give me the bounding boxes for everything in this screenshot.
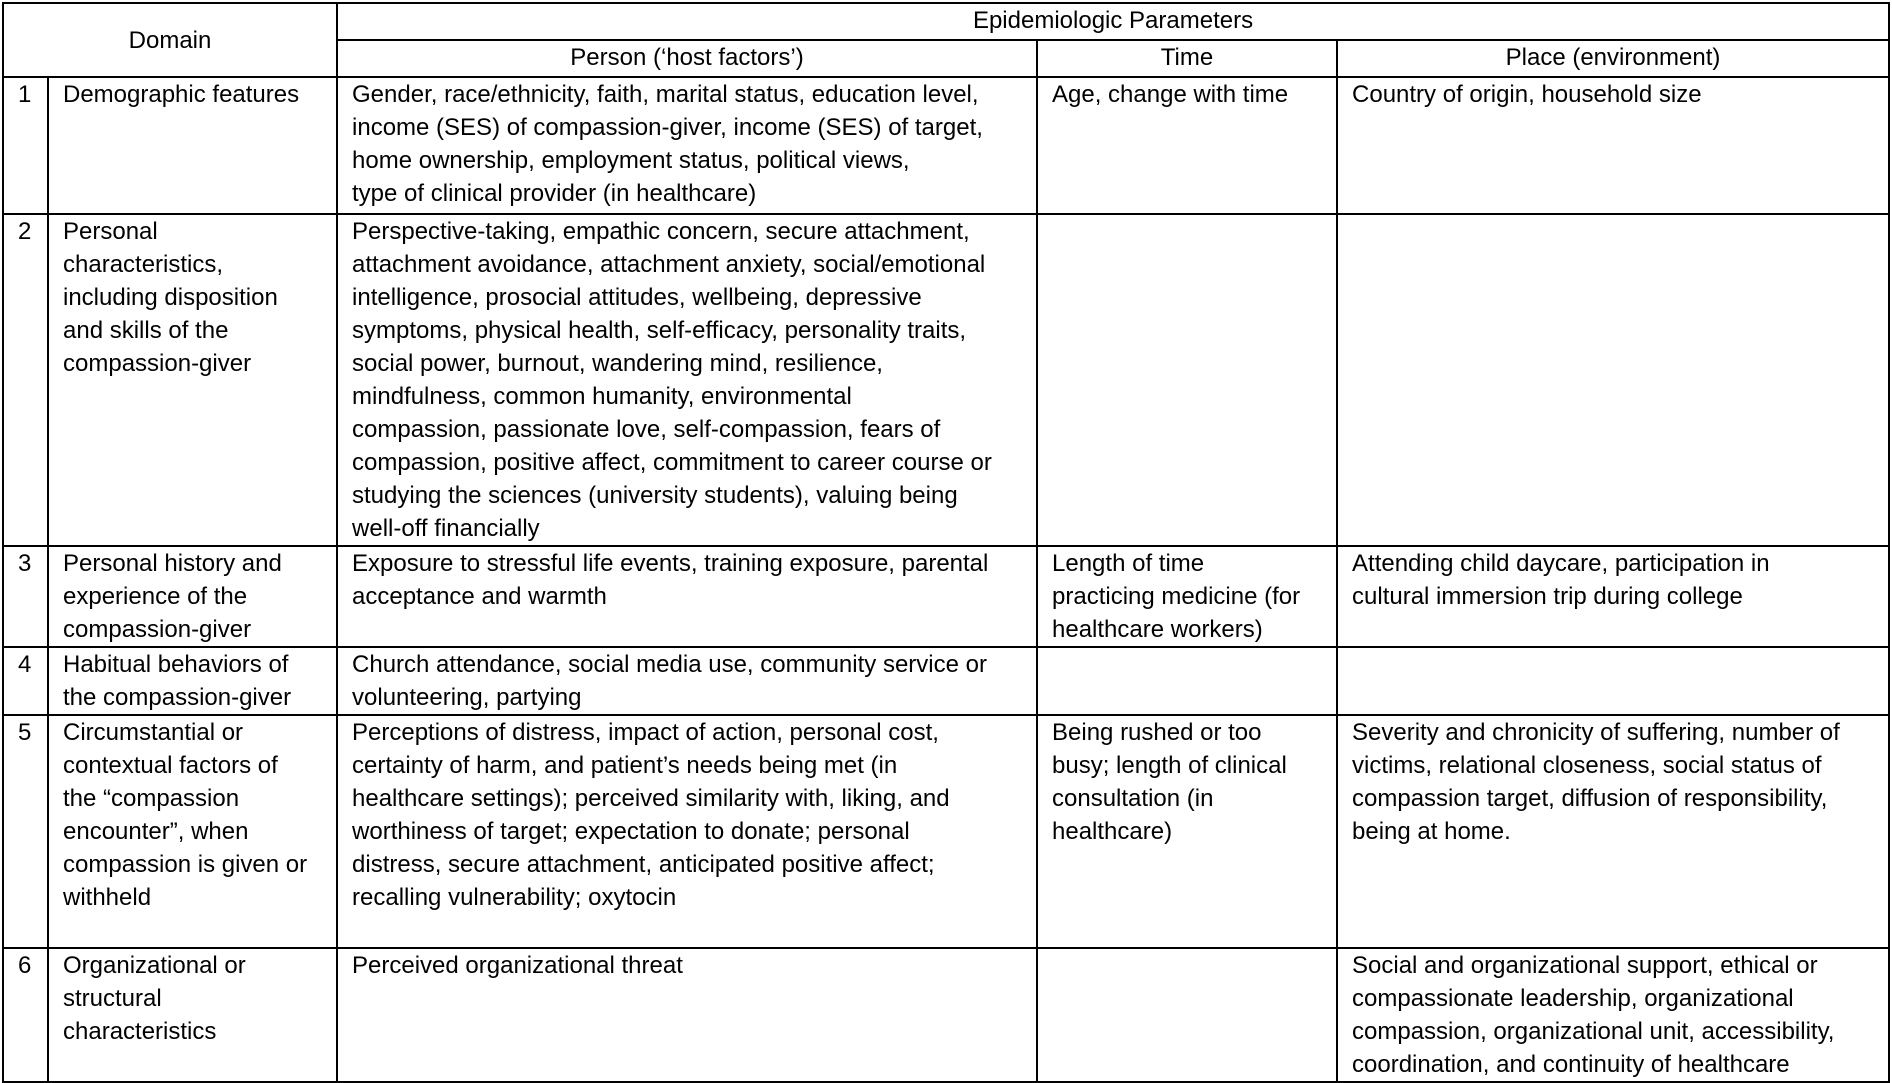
time-cell bbox=[1037, 948, 1337, 1082]
table-row bbox=[3, 647, 1889, 715]
person-cell: Gender, race/ethnicity, faith, marital status, education level, income (SES) of compassion-giver, income (SES) of target, home ownership, employment status, political views, type of clinical provider (in healthcare) bbox=[337, 77, 1037, 214]
domain-cell: Demographic features bbox=[48, 77, 337, 214]
time-cell bbox=[1037, 647, 1337, 715]
table-row bbox=[3, 715, 1889, 948]
time-cell: Age, change with time bbox=[1037, 77, 1337, 214]
epidemiologic-parameters-table bbox=[2, 2, 1890, 1083]
domain-cell: Personal characteristics, including disposition and skills of the compassion-giver bbox=[48, 214, 337, 546]
table-row bbox=[3, 546, 1889, 647]
header-place: Place (environment) bbox=[1337, 40, 1889, 77]
place-cell: Country of origin, household size bbox=[1337, 77, 1889, 214]
place-cell: Social and organizational support, ethical or compassionate leadership, organizational compassion, organizational unit, accessibility, coordination, and continuity of healthcare bbox=[1337, 948, 1889, 1082]
row-number: 3 bbox=[3, 546, 48, 647]
row-number: 2 bbox=[3, 214, 48, 546]
time-cell: Being rushed or too busy; length of clinical consultation (in healthcare) bbox=[1037, 715, 1337, 948]
header-row-group bbox=[3, 3, 1889, 40]
person-cell: Perspective-taking, empathic concern, secure attachment, attachment avoidance, attachment anxiety, social/emotional intelligence, prosocial attitudes, wellbeing, depressive symptoms, physical health, self-efficacy, personality traits, social power, burnout, wandering mind, resilience, mindfulness, common humanity, environmental compassion, passionate love, self-compassion, fears of compassion, positive affect, commitment to career course or studying the sciences (university students), valuing being well-off financially bbox=[337, 214, 1037, 546]
header-epidemiologic-parameters: Epidemiologic Parameters bbox=[337, 3, 1889, 40]
domain-cell: Habitual behaviors of the compassion-giver bbox=[48, 647, 337, 715]
place-cell bbox=[1337, 214, 1889, 546]
person-cell: Church attendance, social media use, community service or volunteering, partying bbox=[337, 647, 1037, 715]
place-cell: Attending child daycare, participation in cultural immersion trip during college bbox=[1337, 546, 1889, 647]
domain-cell: Organizational or structural characteristics bbox=[48, 948, 337, 1082]
row-number: 5 bbox=[3, 715, 48, 948]
table-row bbox=[3, 77, 1889, 214]
header-person: Person (‘host factors’) bbox=[337, 40, 1037, 77]
table-row bbox=[3, 214, 1889, 546]
place-cell: Severity and chronicity of suffering, number of victims, relational closeness, social status of compassion target, diffusion of responsibility, being at home. bbox=[1337, 715, 1889, 948]
table-row bbox=[3, 948, 1889, 1082]
row-number: 4 bbox=[3, 647, 48, 715]
time-cell bbox=[1037, 214, 1337, 546]
header-time: Time bbox=[1037, 40, 1337, 77]
domain-cell: Circumstantial or contextual factors of the “compassion encounter”, when compassion is given or withheld bbox=[48, 715, 337, 948]
row-number: 6 bbox=[3, 948, 48, 1082]
row-number: 1 bbox=[3, 77, 48, 214]
place-cell bbox=[1337, 647, 1889, 715]
time-cell: Length of time practicing medicine (for healthcare workers) bbox=[1037, 546, 1337, 647]
person-cell: Perceptions of distress, impact of action, personal cost, certainty of harm, and patient’s needs being met (in healthcare settings); perceived similarity with, liking, and worthiness of target; expectation to donate; personal distress, secure attachment, anticipated positive affect; recalling vulnerability; oxytocin bbox=[337, 715, 1037, 948]
header-domain: Domain bbox=[3, 3, 337, 77]
person-cell: Perceived organizational threat bbox=[337, 948, 1037, 1082]
person-cell: Exposure to stressful life events, training exposure, parental acceptance and warmth bbox=[337, 546, 1037, 647]
domain-cell: Personal history and experience of the compassion-giver bbox=[48, 546, 337, 647]
